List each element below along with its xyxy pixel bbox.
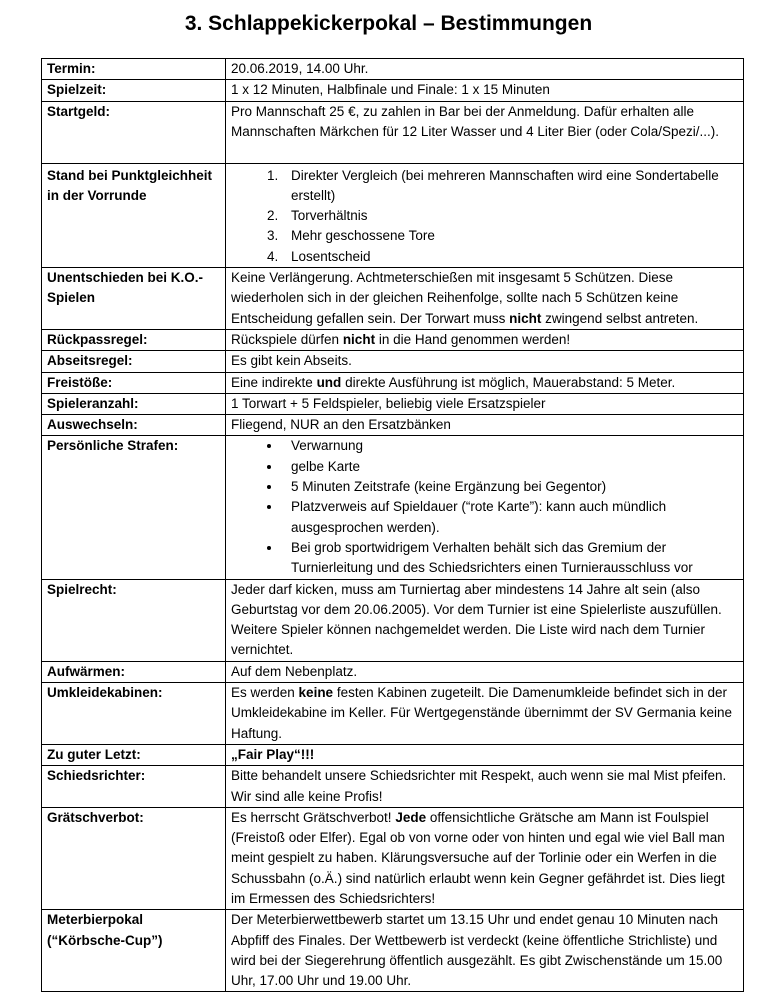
row-key: Stand bei Punktgleichheit in der Vorrunde [42,163,226,267]
table-row [42,268,744,330]
row-key: Umkleidekabinen: [42,683,226,745]
penalty-list [231,436,738,578]
row-key: Abseitsregel: [42,351,226,372]
table-row [42,807,744,909]
row-key: Auswechseln: [42,415,226,436]
rules-table [41,58,744,992]
value-text: Es werden [231,685,299,701]
row-value [226,268,744,330]
list-item: 1. Direkter Vergleich (bei mehreren Mannschaften wird eine Sondertabelle erstellt) [282,166,738,207]
row-value: Bitte behandelt unsere Schiedsrichter mit Respekt, auch wenn sie mal Mist pfeifen. Wir sind alle keine Profis! [226,766,744,808]
value-text: offensichtliche Grätsche am Mann ist Foulspiel (Freistoß oder Elfer). Egal ob von vorne oder von hinten und egal wie viel Ball man meint gespielt zu haben. Klärungsversuche auf der Torlinie oder ein Werfen in die Schussbahn (o.Ä.) sind natürlich erlaubt wenn kein Gegner gefährdet ist. Dies liegt im Ermessen des Schiedsrichters! [231,809,725,906]
value-emphasis: nicht [509,310,542,326]
table-row [42,80,744,101]
value-emphasis: nicht [342,331,376,347]
row-key: Spielrecht: [42,579,226,661]
row-value [226,329,744,350]
table-row [42,683,744,745]
row-value: Auf dem Nebenplatz. [226,661,744,682]
table-row [42,101,744,163]
value-text: Rückspiele dürfen [231,331,343,347]
value-emphasis: Jede [395,809,427,825]
row-key: Zu guter Letzt: [42,744,226,765]
list-item: 4. Losentscheid [282,247,738,267]
row-key: Aufwärmen: [42,661,226,682]
value-text: Es herrscht Grätschverbot! [231,809,396,825]
table-row [42,910,744,992]
row-key: Persönliche Strafen: [42,436,226,579]
row-value: 1 Torwart + 5 Feldspieler, beliebig viele Ersatzspieler [226,393,744,414]
row-value [226,807,744,909]
list-item: • Verwarnung [282,436,738,456]
tiebreak-list [231,166,738,267]
value-text: zwingend selbst antreten. [541,310,699,326]
table-row [42,372,744,393]
row-value: Jeder darf kicken, muss am Turniertag aber mindestens 14 Jahre alt sein (also Geburtstag vor dem 20.06.2005). Vor dem Turnier ist eine Spielerliste auszufüllen. Weitere Spieler können nachgemeldet werden. Die Liste wird nach dem Turnier vernichtet. [226,579,744,661]
value-text: direkte Ausführung ist möglich, Mauerabstand: 5 Meter. [341,374,676,390]
value-text: Keine Verlängerung. Achtmeterschießen mit insgesamt 5 Schützen. Diese wiederholen sich in der gleichen Reihenfolge, sollte nach 5 Schützen keine Entscheidung gefallen sein. Der Torwart muss [231,270,679,326]
row-key: Meterbierpokal (“Körbsche-Cup”) [42,910,226,992]
table-row [42,163,744,267]
table-row [42,393,744,414]
row-key: Freistöße: [42,372,226,393]
row-key: Schiedsrichter: [42,766,226,808]
list-item: 3. Mehr geschossene Tore [282,226,738,246]
row-key: Unentschieden bei K.O.-Spielen [42,268,226,330]
table-row [42,329,744,350]
table-row [42,436,744,579]
row-value: Es gibt kein Abseits. [226,351,744,372]
row-value [226,163,744,267]
row-value [226,683,744,745]
list-item: • gelbe Karte [282,457,738,477]
value-emphasis: und [316,374,342,390]
table-row [42,579,744,661]
row-value: Pro Mannschaft 25 €, zu zahlen in Bar bei der Anmeldung. Dafür erhalten alle Mannschaften Märkchen für 12 Liter Wasser und 4 Liter Bier (oder Cola/Spezi/...). [226,101,744,163]
list-item: • Platzverweis auf Spieldauer (“rote Karte”): kann auch mündlich ausgesprochen werden). [282,497,738,538]
table-row [42,351,744,372]
value-text: in die Hand genommen werden! [375,331,571,347]
value-text: festen Kabinen zugeteilt. Die Damenumkleide befindet sich in der Umkleidekabine im Keller. Für Wertgegenstände übernimmt der SV Germania keine Haftung. [231,685,732,741]
table-row [42,59,744,80]
row-key: Grätschverbot: [42,807,226,909]
row-value: Der Meterbierwettbewerb startet um 13.15 Uhr und endet genau 10 Minuten nach Abpfiff des Finales. Der Wettbewerb ist verdeckt (keine öffentliche Strichliste) und wird bei der Siegerehrung öffentlich ausgezählt. Es gibt Zwischenstände um 15.00 Uhr, 17.00 Uhr und 19.00 Uhr. [226,910,744,992]
row-key: Termin: [42,59,226,80]
row-value: „Fair Play“!!! [226,744,744,765]
row-value: Fliegend, NUR an den Ersatzbänken [226,415,744,436]
value-text: Eine indirekte [231,374,317,390]
row-value: 20.06.2019, 14.00 Uhr. [226,59,744,80]
page-title: 3. Schlappekickerpokal – Bestimmungen [184,12,593,35]
list-item: • 5 Minuten Zeitstrafe (keine Ergänzung bei Gegentor) [282,477,738,497]
list-item: 2. Torverhältnis [282,206,738,226]
table-row [42,766,744,808]
table-row [42,415,744,436]
row-value [226,372,744,393]
list-item: • Bei grob sportwidrigem Verhalten behält sich das Gremium der Turnierleitung und des Schiedsrichters einen Turnierausschluss vor [282,538,738,579]
row-key: Spieleranzahl: [42,393,226,414]
row-key: Startgeld: [42,101,226,163]
row-value [226,436,744,579]
table-row [42,744,744,765]
row-key: Spielzeit: [42,80,226,101]
value-emphasis: keine [298,685,334,701]
table-row [42,661,744,682]
row-key: Rückpassregel: [42,329,226,350]
row-value: 1 x 12 Minuten, Halbfinale und Finale: 1 x 15 Minuten [226,80,744,101]
